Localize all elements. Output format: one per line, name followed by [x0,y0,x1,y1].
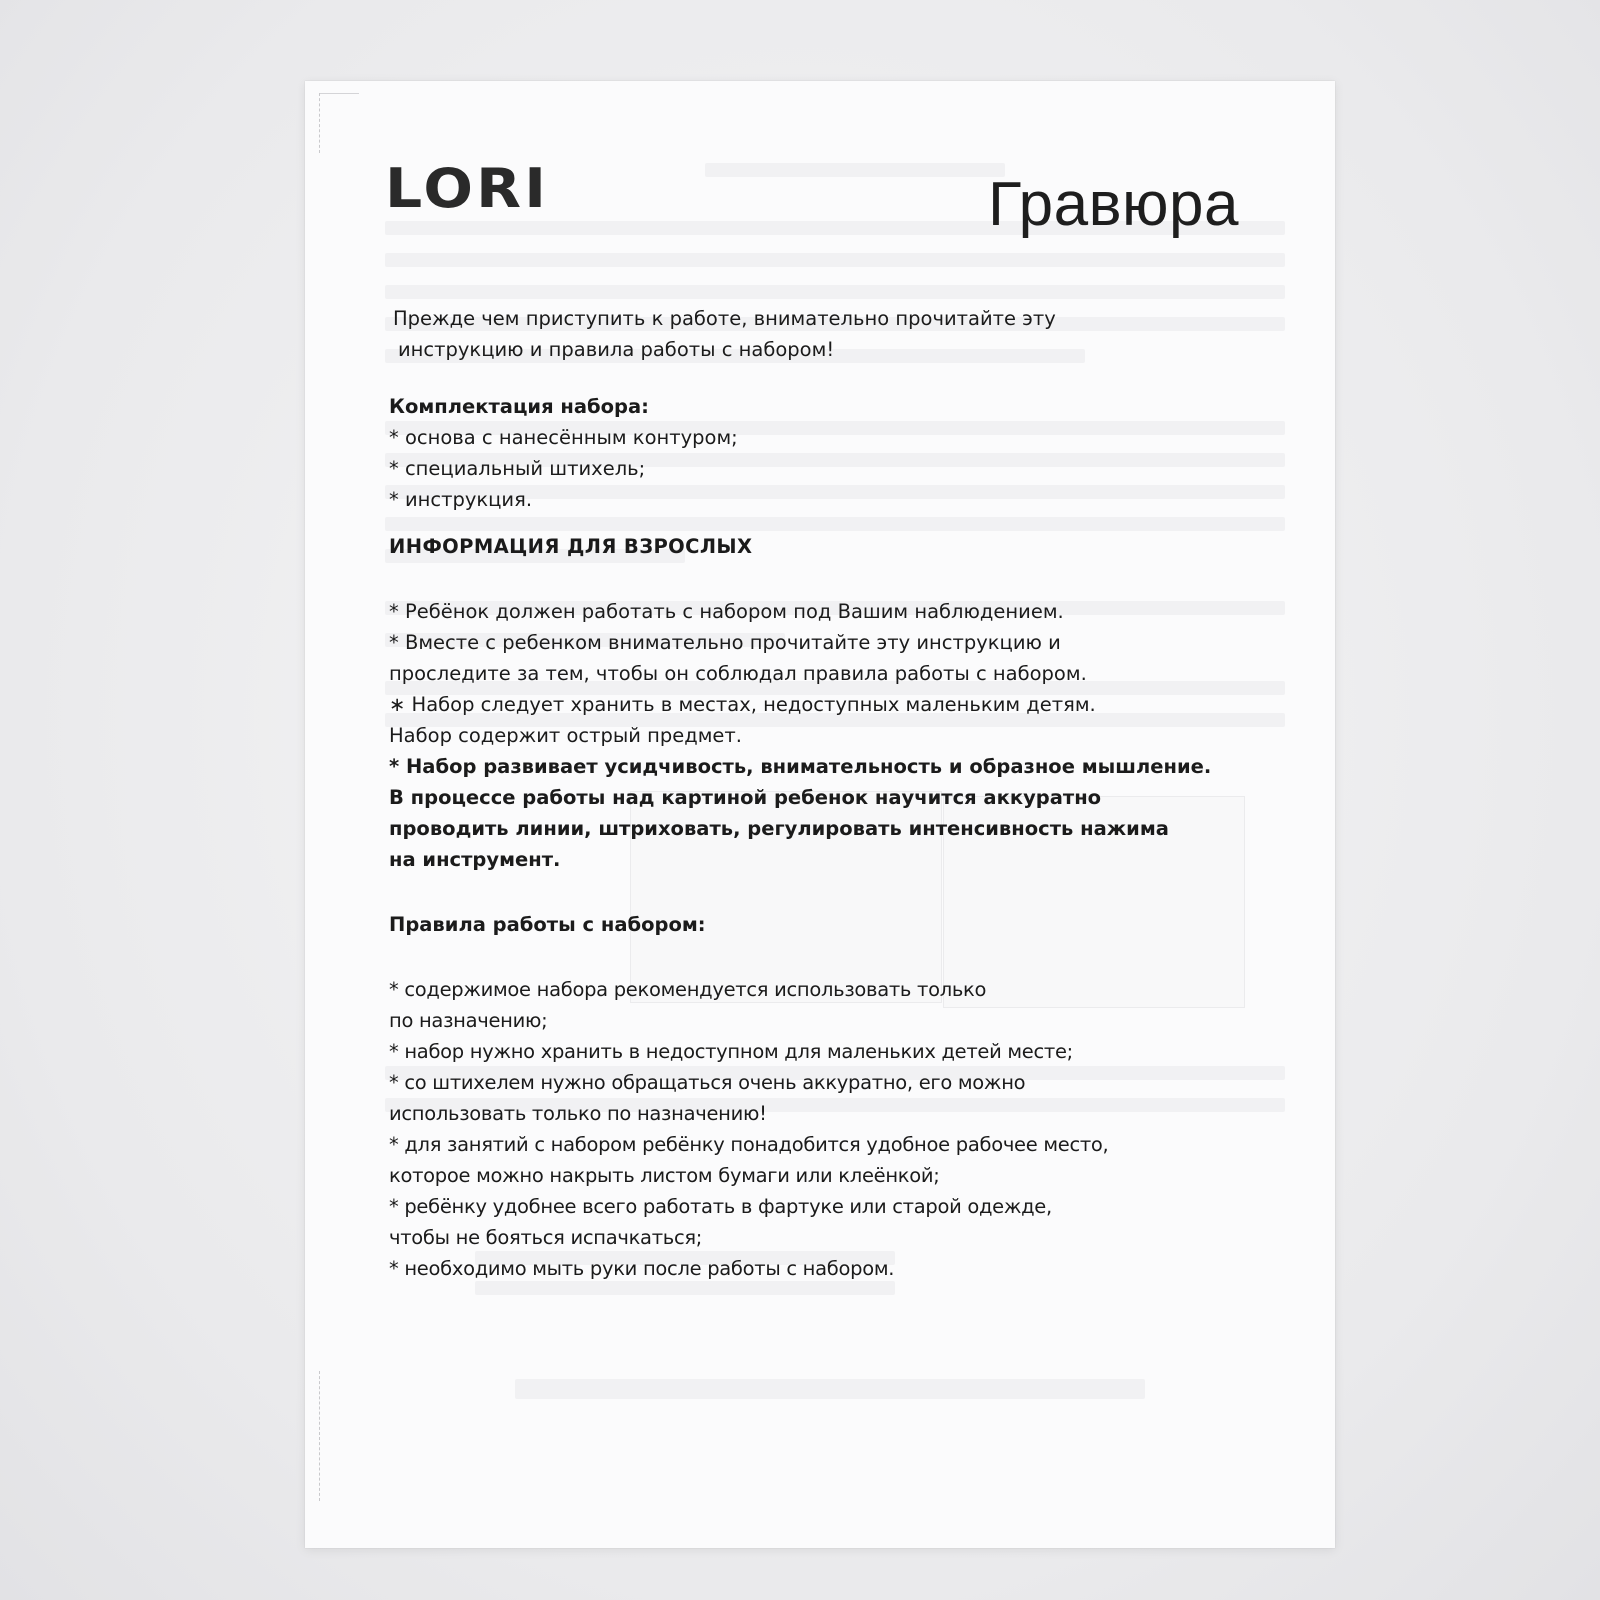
rules-line: * ребёнку удобнее всего работать в фартуке или старой одежде, [389,1195,1052,1218]
crop-mark [319,1371,320,1501]
adult-info-line: ∗ Набор следует хранить в местах, недоступных маленьким детям. [389,693,1096,716]
intro-line: Прежде чем приступить к работе, внимательно прочитайте эту [393,307,1056,330]
rules-heading: Правила работы с набором: [389,913,706,936]
rules-line: * для занятий с набором ребёнку понадобится удобное рабочее место, [389,1133,1109,1156]
instruction-text [389,303,1219,1284]
rules-line: * необходимо мыть руки после работы с набором. [389,1257,895,1280]
adult-info-line: * Ребёнок должен работать с набором под Вашим наблюдением. [389,600,1064,623]
crop-mark [319,93,320,153]
adult-info-bold-line: на инструмент. [389,848,561,871]
crop-mark [319,93,359,94]
kit-item: * инструкция. [389,488,533,511]
kit-item: * специальный штихель; [389,457,646,480]
rules-line: которое можно накрыть листом бумаги или клеёнкой; [389,1164,940,1187]
adult-info-line: * Вместе с ребенком внимательно прочитайте эту инструкцию и [389,631,1061,654]
instruction-sheet [305,81,1335,1548]
rules-line: по назначению; [389,1009,548,1032]
rules-line: использовать только по назначению! [389,1102,767,1125]
brand-logo: LORI [385,157,550,220]
rules-list [389,974,1219,1284]
adult-info-bold-line: проводить линии, штриховать, регулировать интенсивность нажима [389,817,1169,840]
adult-info-line: Набор содержит острый предмет. [389,724,742,747]
intro-paragraph [393,303,1219,365]
rules-line: * набор нужно хранить в недоступном для маленьких детей месте; [389,1040,1073,1063]
rules-line: * содержимое набора рекомендуется использовать только [389,978,987,1001]
page-title: Гравюра [988,170,1239,239]
rules-line: * со штихелем нужно обращаться очень аккуратно, его можно [389,1071,1026,1094]
adult-info-bold-line: В процессе работы над картиной ребенок научится аккуратно [389,786,1102,809]
adult-info-line: проследите за тем, чтобы он соблюдал правила работы с набором. [389,662,1087,685]
rules-line: чтобы не бояться испачкаться; [389,1226,703,1249]
kit-heading: Комплектация набора: [389,395,649,418]
kit-item: * основа с нанесённым контуром; [389,426,738,449]
intro-line: инструкцию и правила работы с набором! [398,338,835,361]
adult-info-heading: ИНФОРМАЦИЯ ДЛЯ ВЗРОСЛЫХ [389,535,753,558]
adult-info-bold-line: * Набор развивает усидчивость, внимательность и образное мышление. [389,755,1212,778]
